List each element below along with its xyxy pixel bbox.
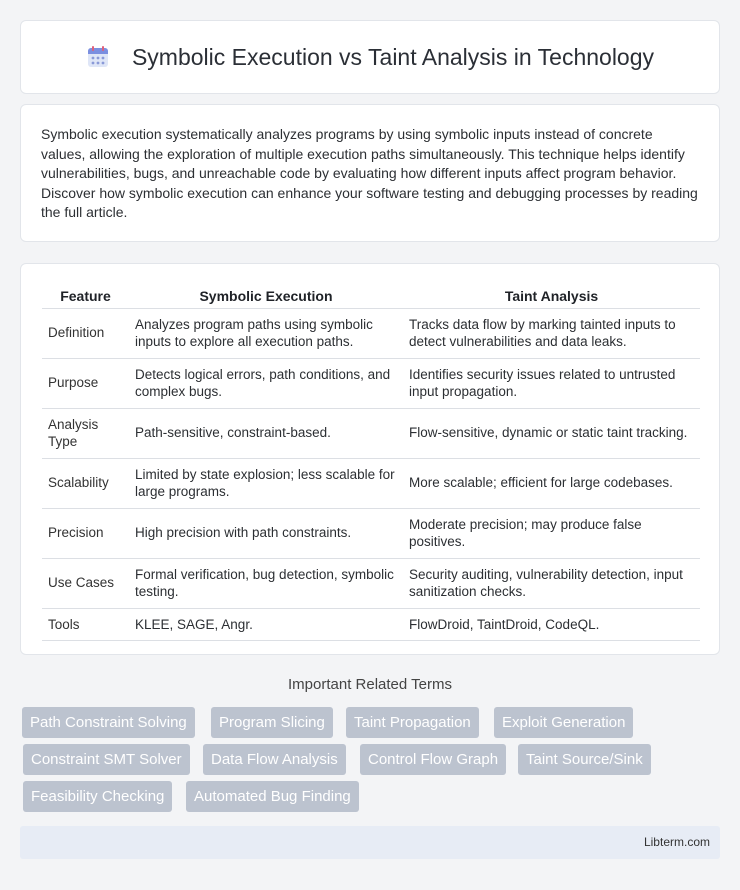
comparison-card bbox=[20, 263, 720, 655]
feature-cell: Purpose bbox=[42, 358, 129, 408]
feature-cell: Use Cases bbox=[42, 558, 129, 608]
table-row bbox=[42, 408, 700, 458]
symbolic-cell: Analyzes program paths using symbolic inputs to explore all execution paths. bbox=[129, 308, 403, 358]
tag-constraint-smt-solver[interactable]: Constraint SMT Solver bbox=[23, 744, 190, 775]
tag-control-flow-graph[interactable]: Control Flow Graph bbox=[360, 744, 506, 775]
title-card bbox=[20, 20, 720, 94]
table-row bbox=[42, 308, 700, 358]
symbolic-cell: KLEE, SAGE, Angr. bbox=[129, 608, 403, 641]
table-header-row bbox=[42, 284, 700, 308]
symbolic-cell: Path-sensitive, constraint-based. bbox=[129, 408, 403, 458]
feature-cell: Precision bbox=[42, 508, 129, 558]
taint-cell: Moderate precision; may produce false positives. bbox=[403, 508, 700, 558]
tag-taint-source-sink[interactable]: Taint Source/Sink bbox=[518, 744, 651, 775]
intro-text: Symbolic execution systematically analyzes programs by using symbolic inputs instead of concrete values, allowing the exploration of multiple execution paths simultaneously. This technique helps identify vulnerabilities, bugs, and unreachable code by evaluating how different inputs affect program behavior. Discover how symbolic execution can enhance your software testing and debugging processes by reading the full article. bbox=[41, 126, 698, 220]
tag-program-slicing[interactable]: Program Slicing bbox=[211, 707, 333, 738]
tag-exploit-generation[interactable]: Exploit Generation bbox=[494, 707, 633, 738]
taint-cell: Identifies security issues related to untrusted input propagation. bbox=[403, 358, 700, 408]
table-row bbox=[42, 458, 700, 508]
related-terms-title: Important Related Terms bbox=[288, 676, 452, 693]
page-title: Symbolic Execution vs Taint Analysis in Technology bbox=[131, 43, 655, 70]
feature-cell: Definition bbox=[42, 308, 129, 358]
table-row bbox=[42, 558, 700, 608]
tag-path-constraint-solving[interactable]: Path Constraint Solving bbox=[22, 707, 195, 738]
feature-cell: Scalability bbox=[42, 458, 129, 508]
tag-data-flow-analysis[interactable]: Data Flow Analysis bbox=[203, 744, 346, 775]
tag-taint-propagation[interactable]: Taint Propagation bbox=[346, 707, 479, 738]
feature-cell: Analysis Type bbox=[42, 408, 129, 458]
symbolic-cell: High precision with path constraints. bbox=[129, 508, 403, 558]
calendar-icon bbox=[86, 45, 110, 69]
header-feature: Feature bbox=[42, 284, 129, 308]
taint-cell: FlowDroid, TaintDroid, CodeQL. bbox=[403, 608, 700, 641]
tag-feasibility-checking[interactable]: Feasibility Checking bbox=[23, 781, 172, 812]
table-row bbox=[42, 508, 700, 558]
footer bbox=[20, 826, 720, 859]
taint-cell: Tracks data flow by marking tainted inputs to detect vulnerabilities and data leaks. bbox=[403, 308, 700, 358]
intro-card bbox=[20, 104, 720, 242]
table-row bbox=[42, 608, 700, 641]
taint-cell: More scalable; efficient for large codebases. bbox=[403, 458, 700, 508]
symbolic-cell: Detects logical errors, path conditions, and complex bugs. bbox=[129, 358, 403, 408]
tag-automated-bug-finding[interactable]: Automated Bug Finding bbox=[186, 781, 359, 812]
comparison-table bbox=[42, 284, 700, 641]
symbolic-cell: Limited by state explosion; less scalable for large programs. bbox=[129, 458, 403, 508]
table-row bbox=[42, 358, 700, 408]
taint-cell: Security auditing, vulnerability detection, input sanitization checks. bbox=[403, 558, 700, 608]
header-taint-analysis: Taint Analysis bbox=[403, 284, 700, 308]
feature-cell: Tools bbox=[42, 608, 129, 641]
footer-site-link[interactable]: Libterm.com bbox=[643, 835, 710, 849]
header-symbolic-execution: Symbolic Execution bbox=[129, 284, 403, 308]
symbolic-cell: Formal verification, bug detection, symbolic testing. bbox=[129, 558, 403, 608]
taint-cell: Flow-sensitive, dynamic or static taint tracking. bbox=[403, 408, 700, 458]
